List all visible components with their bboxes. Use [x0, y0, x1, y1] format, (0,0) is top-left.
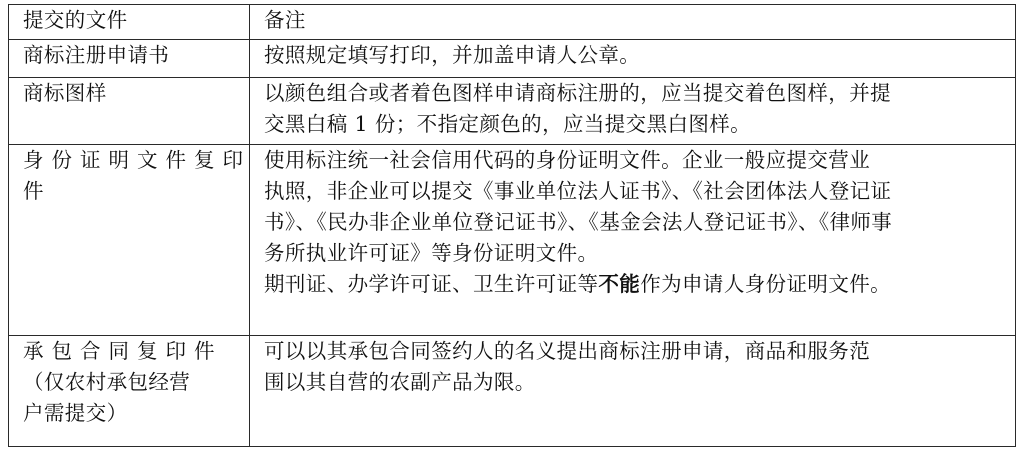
- note-line: 可以以其承包合同签约人的名义提出商标注册申请，商品和服务范: [264, 339, 871, 363]
- note-line: 围以其自营的农副产品为限。: [264, 370, 536, 394]
- note-line: 务所执业许可证》等身份证明文件。: [264, 241, 599, 265]
- note-cell: [250, 336, 1016, 447]
- note-cell: [250, 145, 1016, 336]
- file-name-qualifier: 户需提交）: [23, 401, 128, 425]
- header-cell-files: [9, 5, 250, 40]
- note-line: 以颜色组合或者着色图样申请商标注册的，应当提交着色图样，并提: [264, 81, 891, 105]
- emphasis-word: 不能: [598, 272, 641, 296]
- note-line: 按照规定填写打印，并加盖申请人公章。: [264, 43, 641, 67]
- header-files-label: 提交的文件: [23, 8, 128, 32]
- table-row: [9, 336, 1016, 447]
- file-cell: [9, 78, 250, 145]
- note-text: 作为申请人身份证明文件。: [640, 272, 892, 296]
- note-line: 使用标注统一社会信用代码的身份证明文件。企业一般应提交营业: [264, 148, 871, 172]
- file-name: 身份证明文件复印: [23, 148, 251, 172]
- file-cell: [9, 336, 250, 447]
- table-row: [9, 78, 1016, 145]
- file-cell: [9, 145, 250, 336]
- note-line: 书》、《民办非企业单位登记证书》、《基金会法人登记证书》、《律师事: [264, 210, 893, 234]
- note-line: 执照，非企业可以提交《事业单位法人证书》、《社会团体法人登记证: [264, 179, 892, 203]
- file-name: 承包合同复印件: [23, 339, 223, 363]
- file-name-continued: 件: [23, 179, 44, 203]
- note-line-emphasis: [264, 269, 1007, 300]
- header-cell-notes: [250, 5, 1016, 40]
- file-name: 商标注册申请书: [23, 43, 170, 67]
- table-header-row: [9, 5, 1016, 40]
- table-row: [9, 40, 1016, 78]
- table-row: [9, 145, 1016, 336]
- file-name: 商标图样: [23, 81, 107, 105]
- note-line: 交黑白稿 1 份；不指定颜色的，应当提交黑白图样。: [264, 112, 752, 136]
- note-cell: [250, 78, 1016, 145]
- file-name-qualifier: （仅农村承包经营: [23, 370, 191, 394]
- header-notes-label: 备注: [264, 8, 306, 32]
- file-cell: [9, 40, 250, 78]
- note-cell: [250, 40, 1016, 78]
- note-text: 期刊证、办学许可证、卫生许可证等: [264, 272, 599, 296]
- document-table: [8, 4, 1016, 447]
